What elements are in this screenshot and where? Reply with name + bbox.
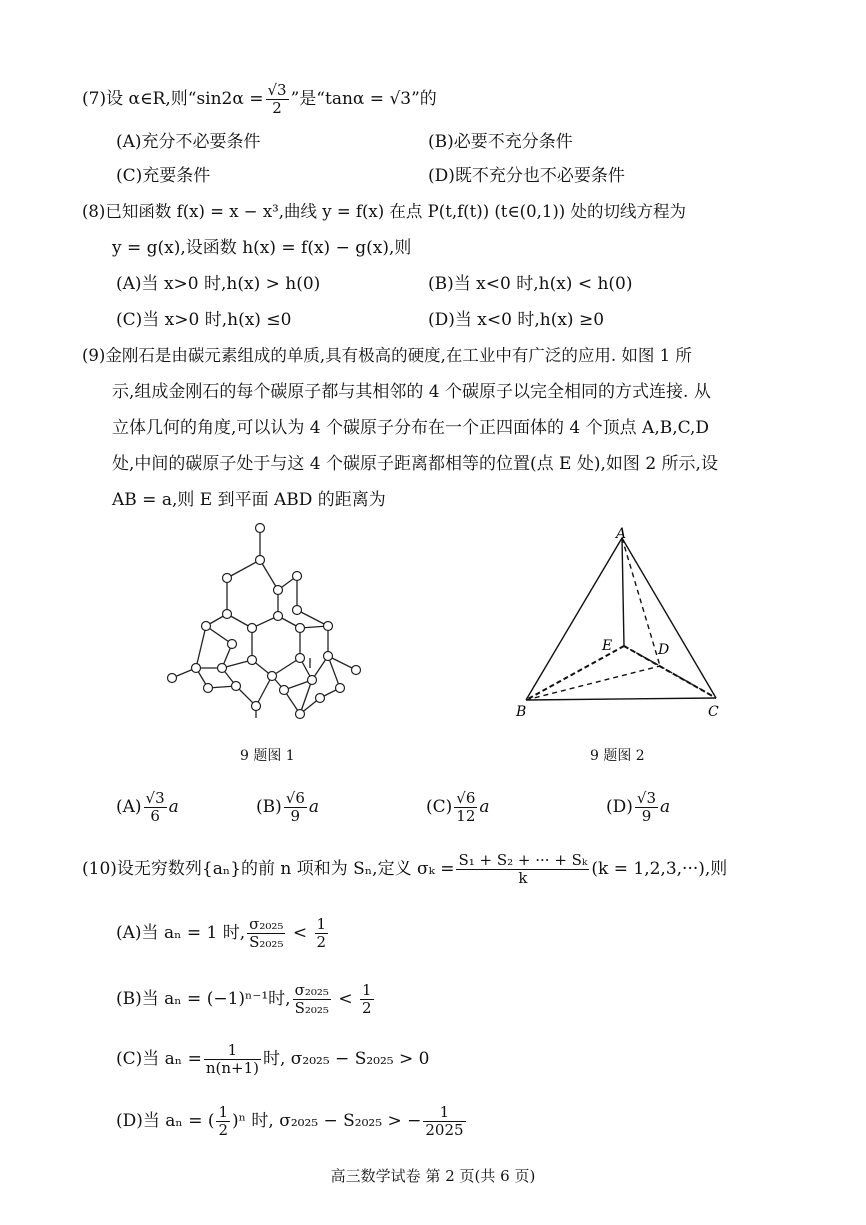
q10-d-d2: 2025: [425, 1121, 464, 1139]
q9-d-num: √3: [636, 789, 657, 807]
q9-line3: 立体几何的角度,可以认为 4 个碳原子分布在一个正四面体的 4 个顶点 A,B,C,D: [112, 418, 710, 438]
q8-option-a: (A)当 x>0 时,h(x) > h(0): [116, 274, 321, 294]
q7-stem: [82, 82, 437, 117]
lattice-atoms: [168, 524, 361, 719]
tetrahedron-edges: [526, 538, 716, 700]
q9-line5: AB = a,则 E 到平面 ABD 的距离为: [112, 490, 386, 510]
q10-c-num: 1: [204, 1042, 261, 1060]
q10-b-pre: (B)当 aₙ = (−1)ⁿ⁻¹时,: [116, 989, 291, 1009]
q9-a-label: (A): [116, 797, 142, 817]
q7-fraction: [266, 82, 289, 117]
q8-option-b: (B)当 x<0 时,h(x) < h(0): [428, 274, 633, 294]
q7-option-a: (A)充分不必要条件: [116, 132, 261, 152]
q10-option-c: [116, 1042, 429, 1077]
q9-d-label: (D): [606, 797, 633, 817]
fig1-caption: 9 题图 1: [240, 748, 295, 764]
q8-line1: (8)已知函数 f(x) = x − x³,曲线 y = f(x) 在点 P(t,f(t)) (t∈(0,1)) 处的切线方程为: [82, 202, 686, 221]
q9-a-tail: a: [168, 797, 179, 817]
q9-b-num: √6: [285, 789, 305, 807]
q9-option-a: [116, 790, 179, 825]
q9-b-label: (B): [256, 797, 282, 817]
q10-a-pre: (A)当 aₙ = 1 时,: [116, 923, 246, 943]
diamond-lattice-figure: [160, 518, 380, 728]
q10-b-num: σ₂₀₂₅: [293, 982, 331, 1000]
q9-line1: (9)金刚石是由碳元素组成的单质,具有极高的硬度,在工业中有广泛的应用. 如图 1 所: [82, 346, 692, 365]
q10-option-a: [116, 916, 330, 951]
q9-a-den: 6: [150, 807, 160, 825]
point-label-e: E: [602, 638, 613, 654]
tetrahedron-figure: [500, 520, 750, 730]
fig2-caption: 9 题图 2: [590, 748, 645, 764]
q7-stem-mid: ”是“tanα = √3”的: [290, 89, 437, 109]
q10-option-b: [116, 982, 376, 1017]
q7-option-b: (B)必要不充分条件: [428, 132, 573, 152]
vertex-label-a: A: [616, 526, 627, 542]
q10-d-den: 2: [218, 1121, 229, 1139]
q10-stem: [82, 852, 727, 887]
vertex-label-b: B: [516, 704, 527, 720]
q10-d-pre: (D)当 aₙ = (: [116, 1111, 215, 1131]
q7-option-d: (D)既不充分也不必要条件: [428, 166, 625, 186]
q8-line2: y = g(x),设函数 h(x) = f(x) − g(x),则: [112, 238, 412, 258]
q10-a-mid: <: [287, 923, 313, 943]
q9-line2: 示,组成金刚石的每个碳原子都与其相邻的 4 个碳原子以完全相同的方式连接. 从: [112, 382, 711, 402]
q10-c-den: n(n+1): [205, 1059, 259, 1077]
q9-d-den: 9: [641, 807, 652, 825]
q10-c-pre: (C)当 aₙ =: [116, 1049, 202, 1069]
q10-b-mid: <: [332, 989, 358, 1009]
q7-stem-pre: (7)设 α∈R,则“sin2α =: [82, 89, 264, 109]
q9-b-den: 9: [290, 807, 301, 825]
q10-stem-den: k: [518, 869, 528, 887]
vertex-label-c: C: [708, 704, 719, 720]
q7-frac-den: 2: [272, 99, 282, 117]
q9-c-tail: a: [479, 797, 490, 817]
q10-c-post: 时, σ₂₀₂₅ − S₂₀₂₅ > 0: [262, 1049, 430, 1069]
q10-stem-pre: (10)设无穷数列{aₙ}的前 n 项和为 Sₙ,定义 σₖ =: [82, 859, 455, 879]
q10-a-d2: 2: [316, 933, 327, 951]
q10-b-d2: 2: [361, 999, 372, 1017]
q10-d-mid: )ⁿ 时, σ₂₀₂₅ − S₂₀₂₅ > −: [232, 1111, 422, 1131]
q8-option-c: (C)当 x>0 时,h(x) ≤0: [116, 310, 292, 330]
q10-b-den: S₂₀₂₅: [294, 999, 329, 1017]
q9-option-c: [426, 790, 490, 825]
q9-option-d: [606, 790, 670, 825]
q10-option-d: [116, 1104, 468, 1139]
q10-a-n2: 1: [316, 915, 327, 933]
q10-stem-post: (k = 1,2,3,···),则: [591, 859, 728, 879]
q9-c-label: (C): [426, 797, 453, 817]
page-footer: 高三数学试卷 第 2 页(共 6 页): [330, 1167, 536, 1185]
vertex-label-d: D: [658, 642, 670, 658]
q10-d-n2: 1: [423, 1104, 465, 1122]
q10-a-num: σ₂₀₂₅: [247, 916, 285, 934]
q7-option-c: (C)充要条件: [116, 166, 211, 186]
q9-option-b: [256, 790, 319, 825]
q7-frac-num: √3: [267, 81, 287, 99]
q9-b-tail: a: [308, 797, 320, 817]
q9-c-num: √6: [456, 789, 476, 807]
q8-option-d: (D)当 x<0 时,h(x) ≥0: [428, 310, 605, 330]
q9-d-tail: a: [660, 797, 671, 817]
q10-stem-num: S₁ + S₂ + ··· + Sₖ: [458, 851, 588, 869]
q9-line4: 处,中间的碳原子处于与这 4 个碳原子距离都相等的位置(点 E 处),如图 2 所示,设: [112, 454, 718, 474]
q9-c-den: 12: [456, 807, 476, 825]
q10-a-den: S₂₀₂₅: [249, 933, 284, 951]
q10-b-n2: 1: [361, 981, 372, 999]
q10-d-num: 1: [218, 1103, 229, 1121]
q9-a-num: √3: [145, 789, 165, 807]
